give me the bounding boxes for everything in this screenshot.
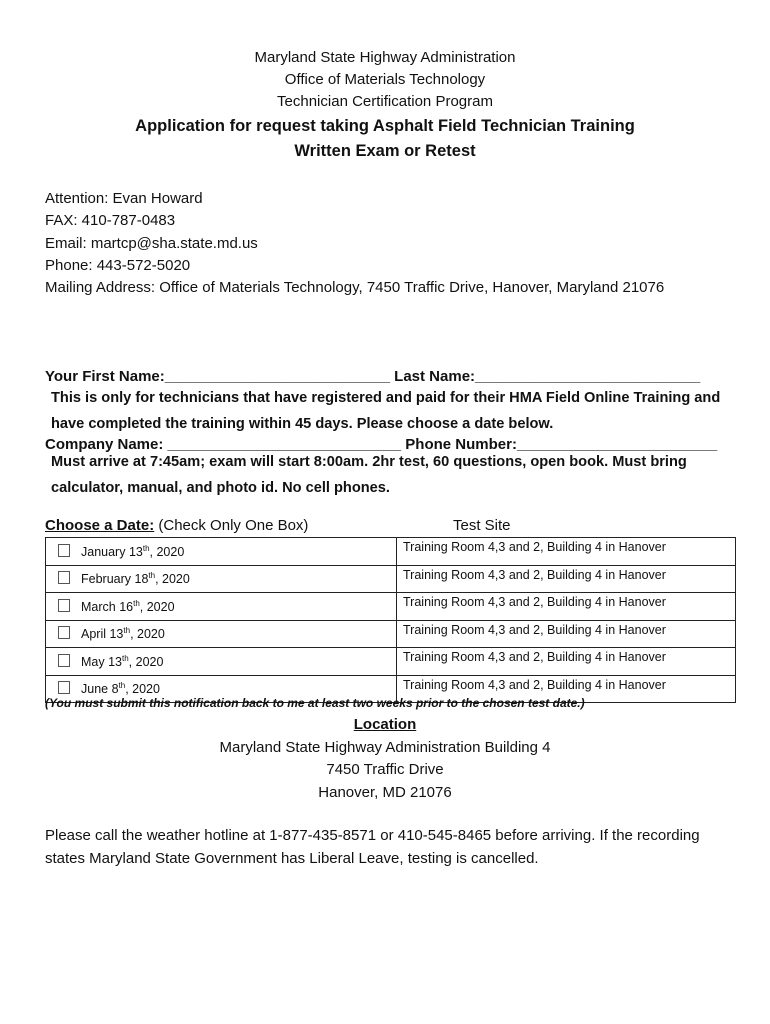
title-line-2: Written Exam or Retest — [294, 142, 476, 160]
email-line: Email: martcp@sha.state.md.us — [45, 234, 258, 252]
date-ordinal-suffix: th — [122, 653, 129, 663]
date-cell — [46, 648, 397, 676]
date-checkbox[interactable] — [58, 544, 70, 557]
date-ordinal-suffix: th — [133, 598, 140, 608]
test-site-cell: Training Room 4,3 and 2, Building 4 in Hanover — [397, 565, 736, 593]
date-checkbox[interactable] — [58, 681, 70, 694]
date-ordinal-suffix: th — [118, 681, 126, 691]
date-year: , 2020 — [149, 544, 185, 559]
header-block — [0, 47, 770, 113]
test-site-cell: Training Room 4,3 and 2, Building 4 in Hanover — [397, 538, 736, 566]
date-checkbox[interactable] — [58, 626, 70, 639]
date-ordinal-suffix: th — [142, 543, 150, 553]
date-row — [46, 648, 736, 676]
date-month-day: March 16 — [81, 599, 134, 614]
date-checkbox[interactable] — [58, 654, 70, 667]
program-name: Technician Certification Program — [277, 93, 493, 110]
date-cell — [46, 593, 397, 621]
company-name-field[interactable]: Company Name: ____________________________ — [45, 435, 402, 453]
test-site-cell: Training Room 4,3 and 2, Building 4 in Hanover — [397, 620, 736, 648]
date-year: , 2020 — [130, 627, 165, 642]
location-line-1: Maryland State Highway Administration Building 4 — [219, 738, 551, 756]
choose-date-heading — [45, 515, 308, 537]
date-month-day: January 13 — [81, 544, 143, 559]
date-month-day: February 18 — [81, 572, 149, 587]
date-month-day: April 13 — [81, 627, 124, 642]
phone-number-field[interactable]: Phone Number:________________________ — [405, 435, 718, 453]
date-checkbox[interactable] — [58, 599, 70, 612]
location-heading: Location — [353, 716, 417, 733]
location-line-2: 7450 Traffic Drive — [326, 761, 444, 778]
date-table — [45, 537, 736, 703]
choose-date-label: Choose a Date: — [45, 517, 155, 534]
arrival-notice: Must arrive at 7:45am; exam will start 8:00am. 2hr test, 60 questions, open book. Must bring calculator, manual, and photo id. No cell phones. — [51, 454, 687, 496]
date-cell — [46, 620, 397, 648]
test-site-cell: Training Room 4,3 and 2, Building 4 in Hanover — [397, 675, 736, 703]
date-ordinal-suffix: th — [148, 571, 156, 581]
contact-block — [45, 188, 664, 299]
title-line-1: Application for request taking Asphalt Field Technician Training — [135, 117, 635, 135]
date-year: , 2020 — [139, 599, 175, 614]
date-row — [46, 593, 736, 621]
date-month-day: May 13 — [81, 654, 122, 669]
date-year: , 2020 — [155, 572, 190, 587]
date-year: , 2020 — [128, 654, 164, 669]
last-name-field[interactable]: Last Name:___________________________ — [394, 368, 701, 385]
date-row — [46, 538, 736, 566]
date-month-day: June 8 — [81, 682, 119, 697]
submission-note: (You must submit this notification back to me at least two weeks prior to the chosen test date.) — [45, 696, 585, 710]
eligibility-notice: This is only for technicians that have registered and paid for their HMA Field Online Training and have completed the training within 45 days. Please choose a date below. — [51, 390, 721, 432]
mailing-address-line: Mailing Address: Office of Materials Technology, 7450 Traffic Drive, Hanover, Maryland 21076 — [45, 279, 665, 297]
first-name-field[interactable]: Your First Name:___________________________ — [45, 368, 390, 385]
test-site-cell: Training Room 4,3 and 2, Building 4 in Hanover — [397, 593, 736, 621]
test-site-cell: Training Room 4,3 and 2, Building 4 in Hanover — [397, 648, 736, 676]
weather-notice: Please call the weather hotline at 1-877-435-8571 or 410-545-8465 before arriving. If the recording states Maryland State Government has Liberal Leave, testing is cancelled. — [45, 827, 700, 867]
page-title — [0, 114, 770, 164]
test-site-header: Test Site — [453, 517, 511, 534]
agency-name: Maryland State Highway Administration — [254, 49, 516, 66]
location-block — [0, 714, 770, 804]
date-year: , 2020 — [125, 682, 160, 697]
date-ordinal-suffix: th — [123, 626, 131, 636]
office-name: Office of Materials Technology — [284, 71, 486, 88]
date-row — [46, 620, 736, 648]
attention-line: Attention: Evan Howard — [45, 190, 203, 207]
date-row — [46, 565, 736, 593]
choose-date-hint: (Check Only One Box) — [158, 517, 309, 534]
fax-line: FAX: 410-787-0483 — [45, 212, 176, 230]
location-line-3: Hanover, MD 21076 — [318, 783, 452, 801]
date-cell — [46, 565, 397, 593]
date-cell — [46, 538, 397, 566]
date-checkbox[interactable] — [58, 571, 70, 584]
phone-line: Phone: 443-572-5020 — [45, 256, 191, 274]
